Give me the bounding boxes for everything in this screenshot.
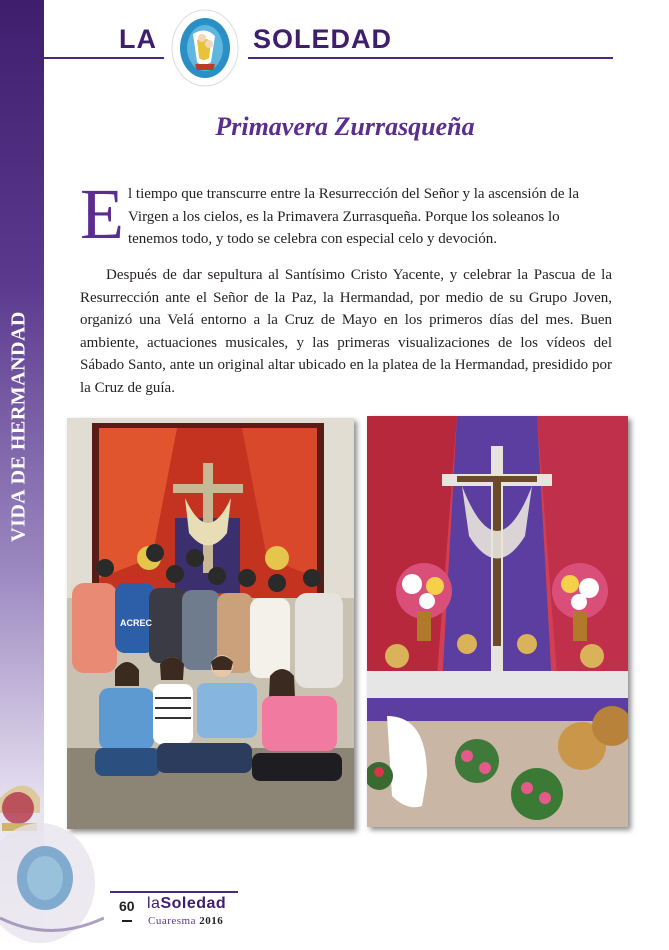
magazine-title: Soledad [160,895,227,912]
paragraph-intro-text: l tiempo que transcurre entre la Resurrección del Señor y la ascensión de la Virgen a los cielos, es la Primavera Zurrasqueña. Porque los soleanos lo tenemos todo, y todo se celebra con especial celo y devoción. [127,186,580,247]
header-soledad: SOLEDAD [253,24,393,54]
paragraph-body: Después de dar sepultura al Santísimo Cristo Yacente, y celebrar la Pascua de la Resurrección ante el Señor de la Paz, la Hermandad, por medio de su Grupo Joven, organizó una Velá entorno a la Cruz de Mayo en los primeros días del mes. Buen ambiente, actuaciones musicales, y las primeras visualizaciones de los vídeos del Sábado Santo, ante un original altar ubicado en la platea de la Hermandad, presidido por la Cruz de guía. [80,267,612,396]
group-photo [67,418,354,829]
drop-cap: E [80,174,124,254]
section-label-text: VIDA DE HERMANDAD [7,311,30,542]
paragraph-intro [80,174,612,254]
page-number-dash [122,920,132,922]
jubilee-emblem-icon [167,4,243,96]
section-label [4,300,40,560]
article-title: Primavera Zurrasqueña [215,112,475,141]
header-rule-right [248,57,613,59]
header-la: LA [119,24,157,54]
brotherhood-crest-icon [0,768,104,945]
page-number: 60 [119,898,135,914]
shirt-print: ACREC [120,618,153,628]
issue-year: 2016 [199,915,224,927]
altar-photo [367,416,628,827]
footer-rule [110,891,238,893]
issue-season: Cuaresma [148,915,196,927]
issue-label [148,915,223,927]
header-rule-left [44,57,164,59]
magazine-name [147,895,226,913]
magazine-prefix: la [147,895,161,912]
